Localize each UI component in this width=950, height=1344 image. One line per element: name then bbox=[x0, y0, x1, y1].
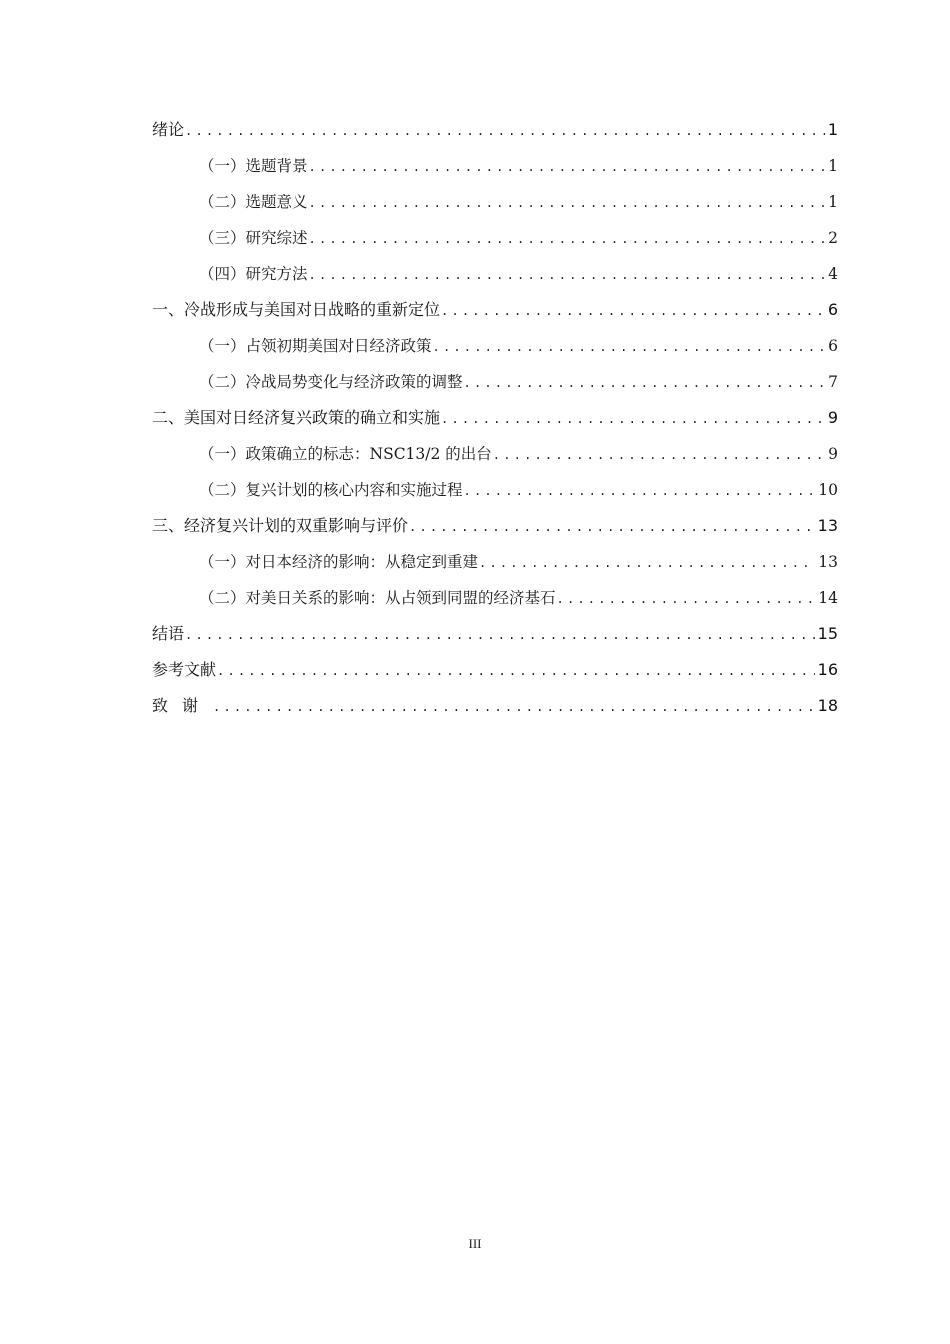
toc-entry-number: （二） bbox=[199, 481, 246, 499]
page-number-footer: III bbox=[468, 1236, 482, 1251]
toc-entry[interactable] bbox=[152, 688, 838, 724]
toc-entry-number: （一） bbox=[199, 337, 246, 355]
toc-entry-page: 6 bbox=[827, 300, 838, 319]
toc-entry-title: 占领初期美国对日经济政策 bbox=[245, 337, 432, 355]
toc-entry-title: 参考文献 bbox=[152, 660, 217, 679]
toc-entry-number: 一、 bbox=[152, 300, 185, 319]
toc-leader-dots bbox=[309, 149, 826, 185]
toc-leader-dots bbox=[309, 257, 826, 293]
toc-entry-page: 18 bbox=[817, 696, 838, 715]
toc-entry[interactable] bbox=[152, 472, 838, 508]
toc-leader-dots bbox=[464, 473, 816, 509]
toc-entry[interactable] bbox=[152, 292, 838, 328]
toc-entry-number: （二） bbox=[199, 193, 246, 211]
toc-entry-page: 9 bbox=[828, 445, 838, 463]
toc-entry[interactable] bbox=[152, 436, 838, 472]
toc-entry-title: 政策确立的标志：NSC13/2 的出台 bbox=[245, 445, 492, 463]
toc-entry-title: 研究方法 bbox=[245, 265, 308, 283]
toc-leader-dots bbox=[185, 113, 825, 149]
toc-entry-page: 7 bbox=[828, 373, 838, 391]
table-of-contents bbox=[152, 112, 838, 724]
toc-entry-number: 三、 bbox=[152, 516, 185, 535]
toc-entry-page: 1 bbox=[828, 157, 838, 175]
toc-leader-dots bbox=[309, 185, 826, 221]
toc-entry-title: 选题意义 bbox=[245, 193, 308, 211]
toc-entry-page: 9 bbox=[827, 408, 838, 427]
toc-entry-number: （一） bbox=[199, 157, 246, 175]
toc-entry[interactable] bbox=[152, 256, 838, 292]
toc-leader-dots bbox=[479, 545, 815, 581]
toc-entry-page: 1 bbox=[828, 193, 838, 211]
toc-leader-dots bbox=[557, 581, 816, 617]
toc-entry-number: （二） bbox=[199, 373, 246, 391]
toc-entry-title: 冷战形成与美国对日战略的重新定位 bbox=[184, 300, 441, 319]
toc-entry[interactable] bbox=[152, 508, 838, 544]
toc-entry-page: 6 bbox=[828, 337, 838, 355]
toc-entry[interactable] bbox=[152, 616, 838, 652]
toc-entry[interactable] bbox=[152, 652, 838, 688]
toc-entry-number: （一） bbox=[199, 553, 246, 571]
toc-entry[interactable] bbox=[152, 328, 838, 364]
toc-leader-dots bbox=[185, 617, 815, 653]
toc-entry[interactable] bbox=[152, 400, 838, 436]
toc-entry-title: 复兴计划的核心内容和实施过程 bbox=[245, 481, 463, 499]
toc-entry-number: （二） bbox=[199, 589, 246, 607]
toc-entry-number: （一） bbox=[199, 445, 246, 463]
toc-entry-number: 二、 bbox=[152, 408, 185, 427]
toc-leader-dots bbox=[441, 401, 825, 437]
toc-entry[interactable] bbox=[152, 184, 838, 220]
toc-entry-title: 对日本经济的影响：从稳定到重建 bbox=[245, 553, 479, 571]
toc-entry-page: 13 bbox=[818, 553, 838, 571]
toc-entry-page: 14 bbox=[818, 589, 838, 607]
toc-entry[interactable] bbox=[152, 148, 838, 184]
toc-entry[interactable] bbox=[152, 220, 838, 256]
toc-leader-dots bbox=[441, 293, 825, 329]
toc-entry-number: （四） bbox=[199, 265, 246, 283]
toc-entry-page: 15 bbox=[817, 624, 838, 643]
toc-entry-page: 4 bbox=[828, 265, 838, 283]
toc-entry-title: 致谢 bbox=[152, 696, 213, 715]
toc-leader-dots bbox=[464, 365, 826, 401]
toc-leader-dots bbox=[433, 329, 826, 365]
toc-entry-page: 16 bbox=[817, 660, 838, 679]
toc-entry-page: 13 bbox=[817, 516, 838, 535]
toc-entry-page: 2 bbox=[828, 229, 838, 247]
toc-entry[interactable] bbox=[152, 544, 838, 580]
toc-entry-title: 美国对日经济复兴政策的确立和实施 bbox=[184, 408, 441, 427]
toc-entry[interactable] bbox=[152, 112, 838, 148]
toc-entry-title: 研究综述 bbox=[245, 229, 308, 247]
toc-entry-page: 1 bbox=[827, 120, 838, 139]
toc-entry-title: 经济复兴计划的双重影响与评价 bbox=[184, 516, 409, 535]
toc-leader-dots bbox=[409, 509, 815, 545]
toc-entry-title: 对美日关系的影响：从占领到同盟的经济基石 bbox=[245, 589, 556, 607]
toc-entry-title: 结语 bbox=[152, 624, 185, 643]
toc-entry[interactable] bbox=[152, 364, 838, 400]
toc-leader-dots bbox=[493, 437, 825, 473]
toc-leader-dots bbox=[309, 221, 826, 257]
toc-entry-page: 10 bbox=[818, 481, 838, 499]
toc-leader-dots bbox=[213, 689, 815, 725]
toc-entry[interactable] bbox=[152, 580, 838, 616]
toc-entry-title: 绪论 bbox=[152, 120, 185, 139]
toc-entry-title: 冷战局势变化与经济政策的调整 bbox=[245, 373, 463, 391]
toc-entry-title: 选题背景 bbox=[245, 157, 308, 175]
toc-leader-dots bbox=[217, 653, 815, 689]
toc-entry-number: （三） bbox=[199, 229, 246, 247]
